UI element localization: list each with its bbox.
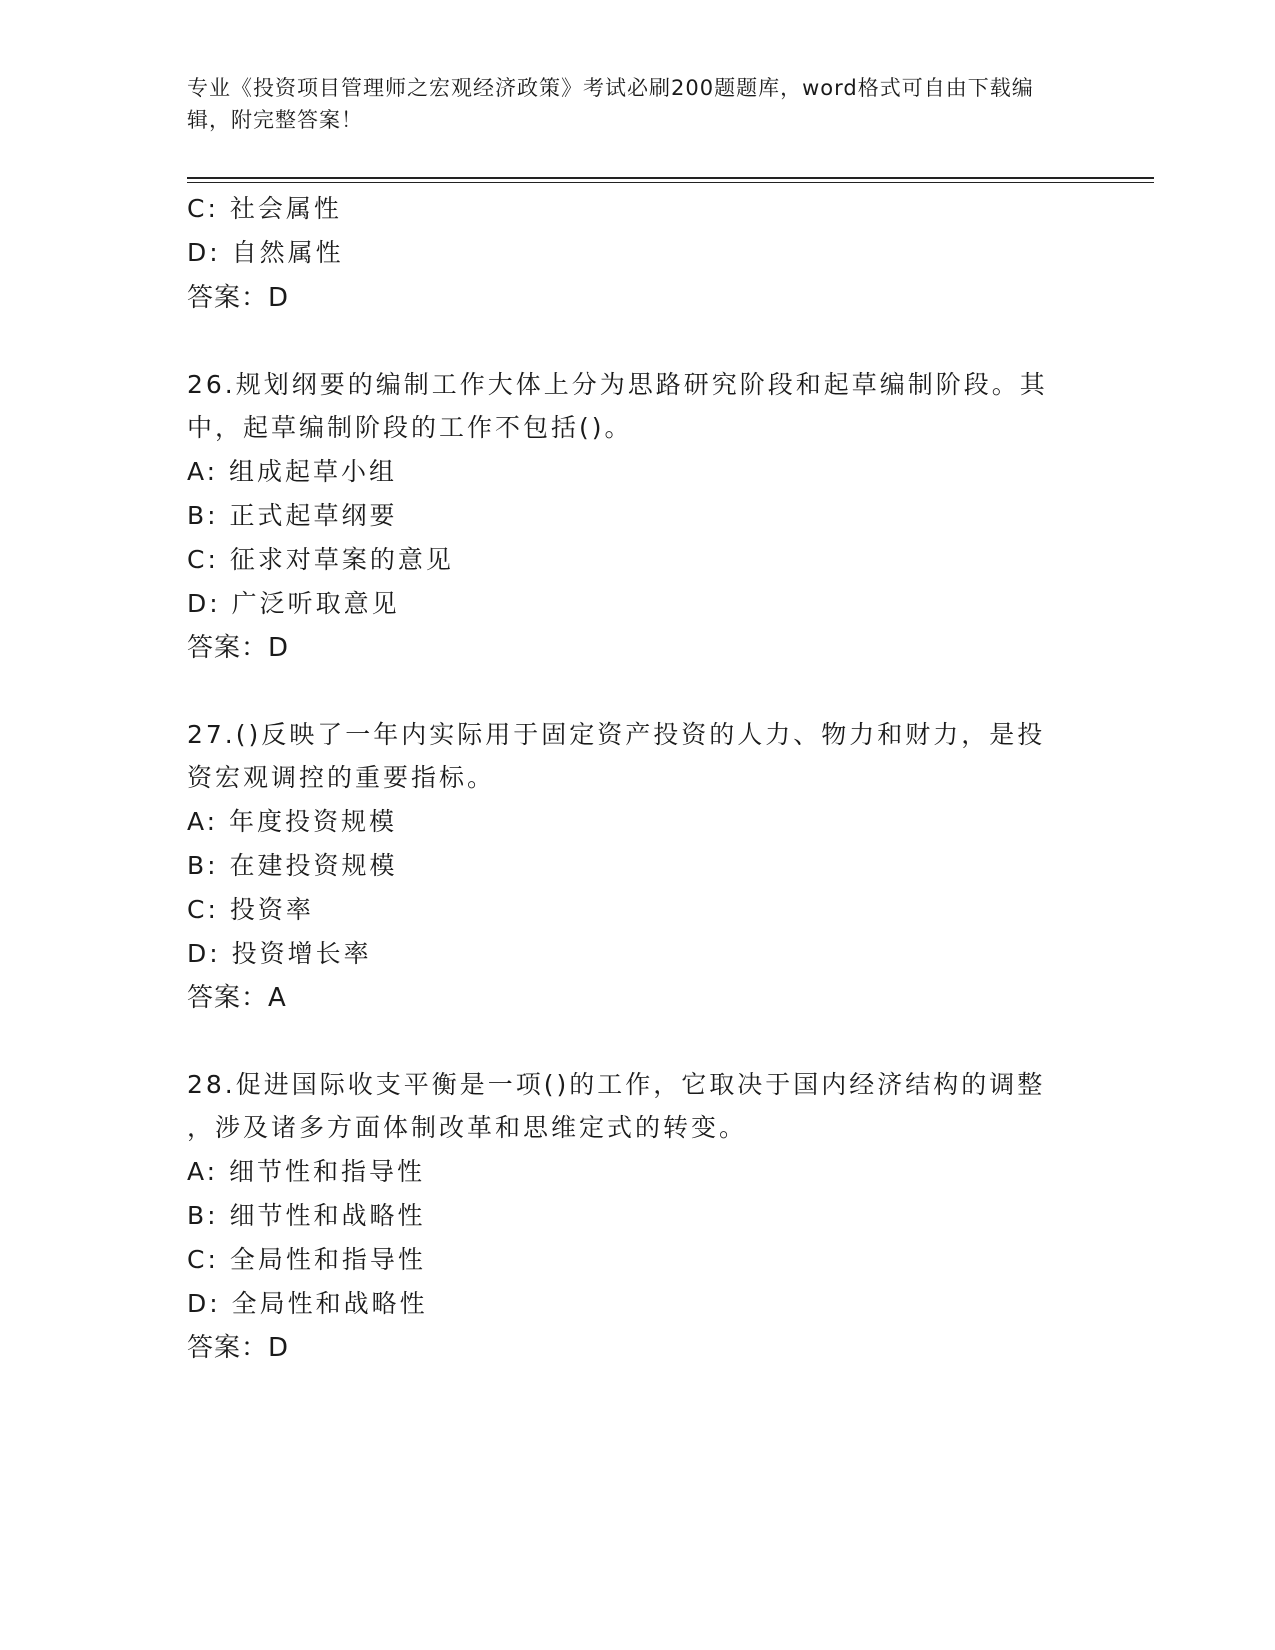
option-b	[187, 850, 398, 882]
option-c	[187, 894, 314, 926]
question-stem-line1: 28.促进国际收支平衡是一项()的工作，它取决于国内经济结构的调整	[187, 1070, 1046, 1099]
option-a	[187, 456, 397, 488]
question-stem-line2: ，涉及诸多方面体制改革和思维定式的转变。	[187, 1113, 748, 1142]
option-text: 组成起草小组	[229, 457, 398, 486]
option-d	[187, 938, 372, 970]
option-text: 在建投资规模	[229, 851, 398, 880]
answer-line	[187, 1332, 289, 1364]
answer-label: 答案：	[187, 633, 269, 663]
option-label: C:	[187, 895, 219, 924]
document-header: 专业《投资项目管理师之宏观经济政策》考试必刷200题题库，word格式可自由下载编辑，附完整答案！	[187, 76, 1034, 132]
option-label: D:	[187, 1289, 221, 1318]
option-a	[187, 806, 397, 838]
option-text: 全局性和指导性	[229, 1245, 426, 1274]
option-text: 全局性和战略性	[231, 1289, 428, 1318]
option-c	[187, 1244, 426, 1276]
option-text: 细节性和指导性	[229, 1157, 426, 1186]
answer-line	[187, 632, 289, 664]
answer-value: A	[268, 983, 287, 1013]
option-d	[187, 588, 400, 620]
option-text: 征求对草案的意见	[229, 545, 454, 574]
option-text: 投资率	[229, 895, 314, 924]
option-a	[187, 1156, 425, 1188]
option-c	[187, 544, 454, 576]
option-d	[187, 1288, 428, 1320]
answer-value: D	[268, 633, 290, 663]
header-rule-thin	[187, 182, 1154, 183]
option-c	[187, 193, 342, 225]
option-text: 年度投资规模	[229, 807, 398, 836]
question-stem-line2: 中，起草编制阶段的工作不包括()。	[187, 413, 633, 442]
option-label: A:	[187, 1157, 219, 1186]
option-text: 投资增长率	[231, 939, 372, 968]
question-stem-line1: 26.规划纲要的编制工作大体上分为思路研究阶段和起草编制阶段。其	[187, 370, 1048, 399]
answer-label: 答案：	[187, 283, 269, 313]
answer-label: 答案：	[187, 983, 269, 1013]
option-b	[187, 500, 398, 532]
answer-value: D	[268, 283, 290, 313]
answer-line	[187, 282, 289, 314]
option-label: D:	[187, 238, 221, 267]
question-stem-line1: 27.()反映了一年内实际用于固定资产投资的人力、物力和财力，是投	[187, 720, 1046, 749]
option-label: D:	[187, 589, 221, 618]
option-label: C:	[187, 545, 219, 574]
option-text: 自然属性	[231, 238, 344, 267]
option-text: 细节性和战略性	[229, 1201, 426, 1230]
option-label: D:	[187, 939, 221, 968]
answer-value: D	[268, 1333, 290, 1363]
option-label: C:	[187, 1245, 219, 1274]
option-label: B:	[187, 501, 219, 530]
header-rule-thick	[187, 177, 1154, 179]
option-text: 正式起草纲要	[229, 501, 398, 530]
option-b	[187, 1200, 426, 1232]
answer-label: 答案：	[187, 1333, 269, 1363]
question-stem-line2: 资宏观调控的重要指标。	[187, 763, 496, 792]
option-d	[187, 237, 344, 269]
option-label: A:	[187, 457, 219, 486]
answer-line	[187, 982, 287, 1014]
option-text: 广泛听取意见	[231, 589, 400, 618]
option-label: B:	[187, 1201, 219, 1230]
option-text: 社会属性	[229, 194, 342, 223]
option-label: C:	[187, 194, 219, 223]
option-label: A:	[187, 807, 219, 836]
option-label: B:	[187, 851, 219, 880]
